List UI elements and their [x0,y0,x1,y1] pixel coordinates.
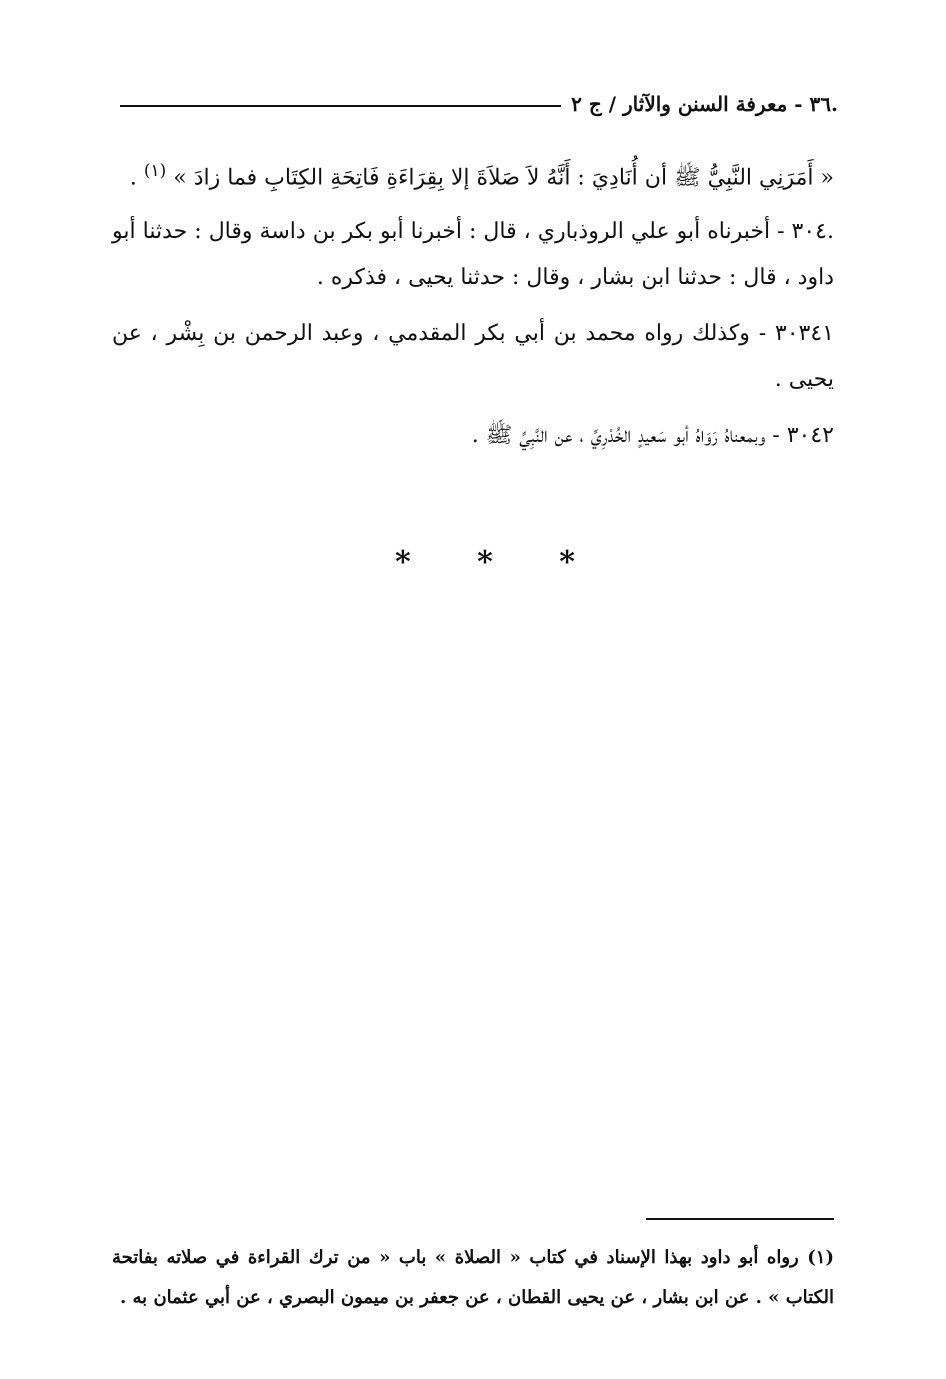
asterisk-icon: * [477,545,493,580]
hadith-quote-text: « أَمَرَنِي النَّبِيُّ ﷺ أن أُنَادِيَ : أَنَّهُ لاَ صَلاَةَ إلا بِقِرَاءَةِ فَاتِحَةِ الكِتَابِ فما زادَ » [173,165,834,191]
paragraph-hadith-quote [112,148,834,201]
header-rule [120,105,561,107]
paragraph-hadith-3042: ٣٠٤٢ - وبمعناهُ رَوَاهُ أبو سَعيدٍ الخُدْرِيِّ ، عن النَّبِيِّ ﷺ . [471,423,834,449]
paragraph-hadith-3041: ٣٠٣٤١ - وكذلك رواه محمد بن أبي بكر المقدمي ، وعبد الرحمن بن بِشْر ، عن يحيى . [112,321,834,393]
hadith-quote-end: . [129,165,137,191]
main-text [112,148,834,469]
running-head [120,92,838,116]
paragraph-hadith-3004: .٣٠٤ - أخبرناه أبو علي الروذباري ، قال : أخبرنا أبو بكر بن داسة وقال : حدثنا أبو داود ، قال : حدثنا ابن بشار ، وقال : حدثنا يحيى ، فذكره . [112,219,834,291]
asterisk-icon: * [395,545,411,580]
footnote-rule [646,1218,834,1220]
footnote-1: (١) رواه أبو داود بهذا الإسناد في كتاب « الصلاة » باب « من ترك القراءة في صلاته بفاتحة الكتاب » . عن ابن بشار ، عن يحيى القطان ، عن جعفر بن ميمون البصري ، عن أبي عثمان به . [112,1247,834,1308]
footnotes [112,1238,834,1318]
running-head-text: .٣٦ - معرفة السنن والآثار / ج ٢ [571,92,838,116]
section-separator [395,545,575,580]
footnote-reference: (١) [143,161,167,181]
asterisk-icon: * [559,545,575,580]
